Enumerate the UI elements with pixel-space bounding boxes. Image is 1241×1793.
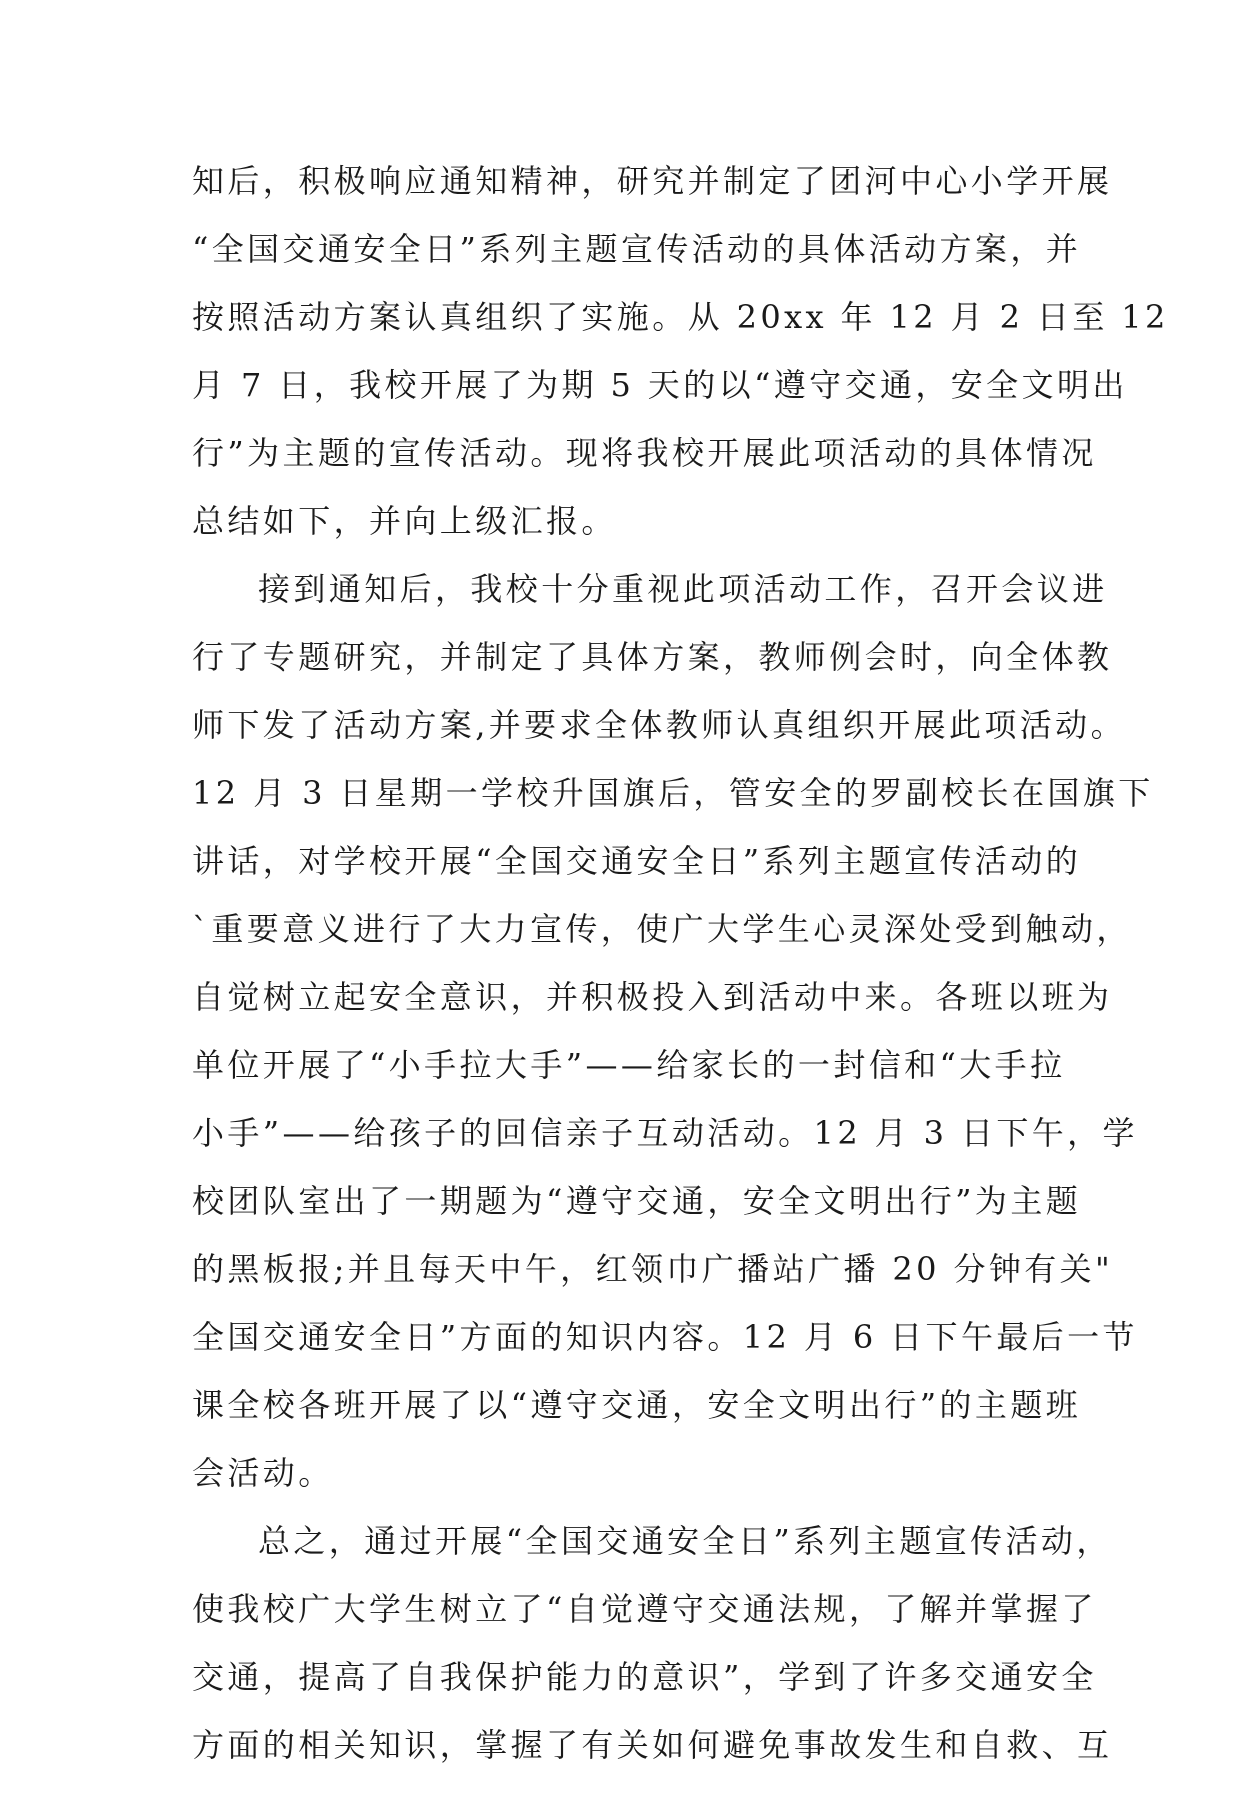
text-line: 校团队室出了一期题为“遵守交通，安全文明出行”为主题 <box>192 1182 1082 1220</box>
text-line: “全国交通安全日”系列主题宣传活动的具体活动方案，并 <box>192 230 1082 268</box>
text-line: 月 7 日，我校开展了为期 5 天的以“遵守交通，安全文明出 <box>192 366 1128 404</box>
text-line: 全国交通安全日”方面的知识内容。12 月 6 日下午最后一节 <box>192 1318 1138 1356</box>
text-line: 总结如下，并向上级汇报。 <box>192 502 617 540</box>
text-line: 会活动。 <box>192 1454 334 1492</box>
text-line: 按照活动方案认真组织了实施。从 20xx 年 12 月 2 日至 12 <box>192 298 1169 336</box>
text-line: 方面的相关知识，掌握了有关如何避免事故发生和自救、互 <box>192 1726 1113 1764</box>
text-line: 自觉树立起安全意识，并积极投入到活动中来。各班以班为 <box>192 978 1113 1016</box>
text-line: `重要意义进行了大力宣传，使广大学生心灵深处受到触动， <box>192 910 1132 948</box>
text-line: 行了专题研究，并制定了具体方案，教师例会时，向全体教 <box>192 638 1113 676</box>
text-line: 12 月 3 日星期一学校升国旗后，管安全的罗副校长在国旗下 <box>192 774 1154 812</box>
body-text <box>192 161 1169 1793</box>
paragraph-start-line: 总之，通过开展“全国交通安全日”系列主题宣传活动， <box>258 1522 1112 1560</box>
text-line: 知后，积极响应通知精神，研究并制定了团河中心小学开展 <box>192 162 1113 200</box>
text-line: 师下发了活动方案,并要求全体教师认真组织开展此项活动。 <box>192 706 1126 744</box>
text-line: 使我校广大学生树立了“自觉遵守交通法规，了解并掌握了 <box>192 1590 1097 1628</box>
text-line: 行”为主题的宣传活动。现将我校开展此项活动的具体情况 <box>192 434 1097 472</box>
text-line: 小手”——给孩子的回信亲子互动活动。12 月 3 日下午，学 <box>192 1114 1138 1152</box>
text-line: 课全校各班开展了以“遵守交通，安全文明出行”的主题班 <box>192 1386 1082 1424</box>
text-line: 的黑板报;并且每天中午，红领巾广播站广播 20 分钟有关" <box>192 1250 1114 1288</box>
text-line: 讲话，对学校开展“全国交通安全日”系列主题宣传活动的 <box>192 842 1082 880</box>
paragraph-start-line: 接到通知后，我校十分重视此项活动工作，召开会议进 <box>258 570 1108 608</box>
text-line: 单位开展了“小手拉大手”——给家长的一封信和“大手拉 <box>192 1046 1066 1084</box>
text-line: 交通，提高了自我保护能力的意识”，学到了许多交通安全 <box>192 1658 1097 1696</box>
